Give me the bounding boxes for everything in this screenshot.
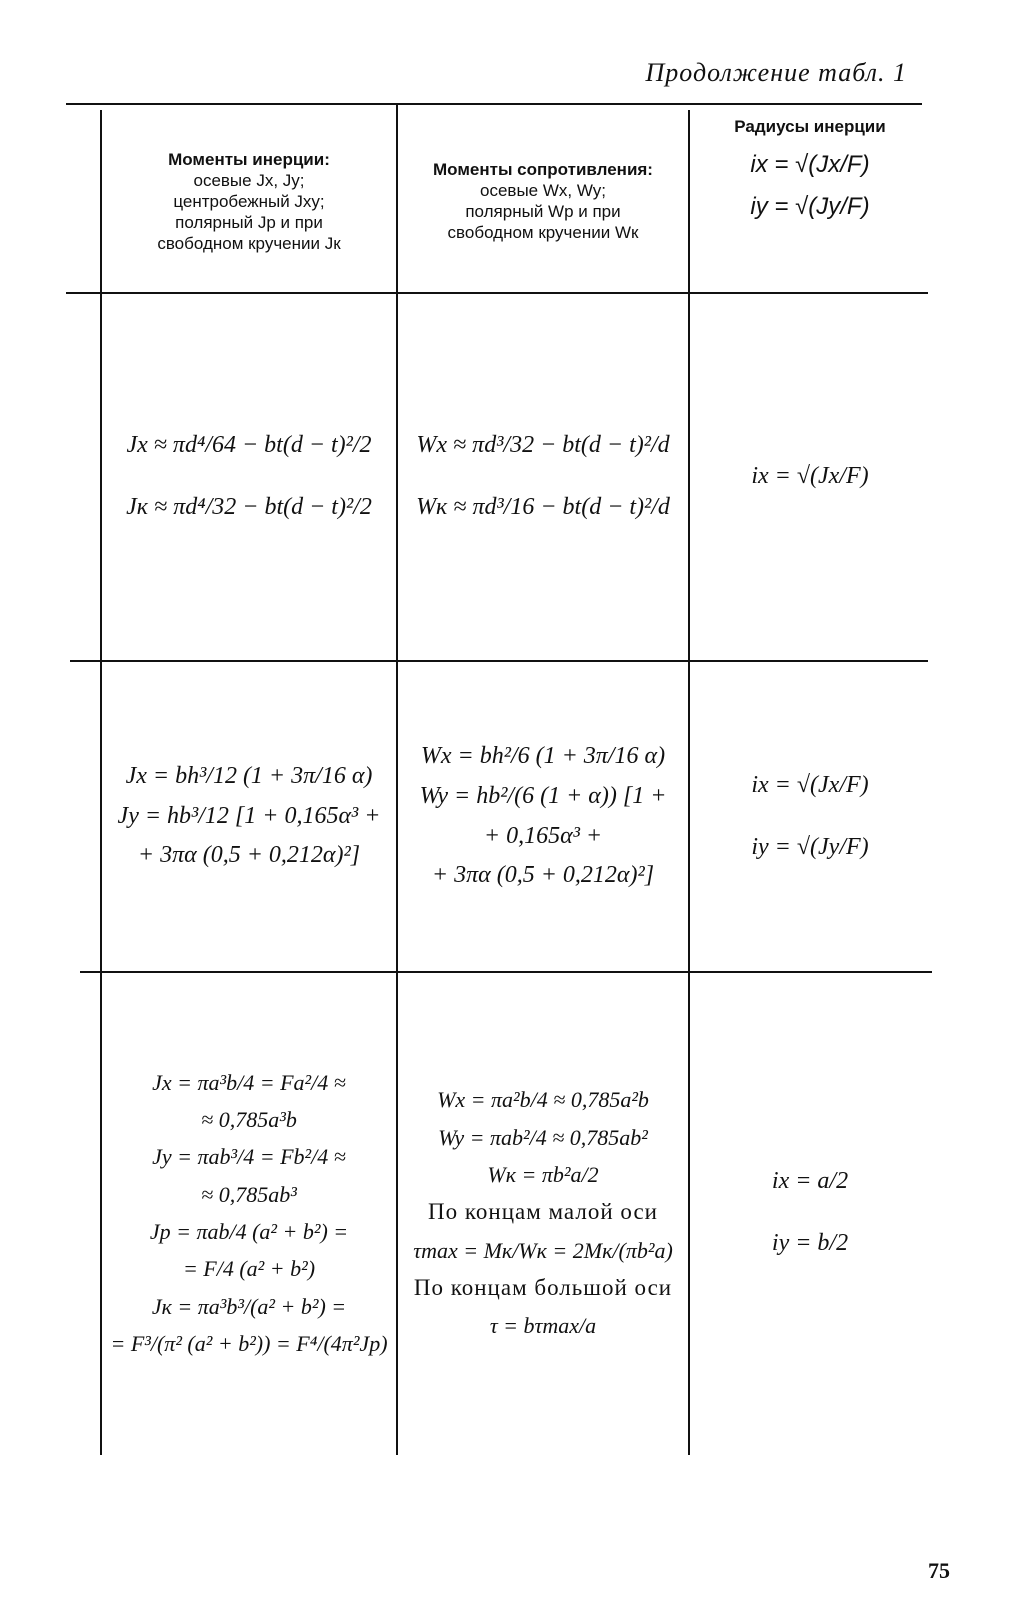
- note-minor-axis: По концам малой оси: [428, 1199, 658, 1225]
- header-col1-line: полярный Jp и при: [175, 212, 323, 232]
- formula: Wy = πab²/4 ≈ 0,785ab²: [438, 1124, 648, 1150]
- formula: Jx ≈ πd⁴/64 − bt(d − t)²/2: [126, 432, 372, 459]
- formula: iy = √(Jy/F): [751, 833, 869, 860]
- header-formula-ix: ix = √(Jx/F): [750, 151, 870, 178]
- header-col2-line: полярный Wp и при: [465, 202, 621, 221]
- header-col-section-moduli: [398, 110, 688, 292]
- formula: + 3πα (0,5 + 0,212α)²]: [137, 842, 361, 869]
- formula: + 0,165α³ +: [483, 822, 603, 849]
- formula: Jy = hb³/12 [1 + 0,165α³ +: [117, 802, 381, 829]
- formula: τ = bτmax/a: [489, 1313, 597, 1339]
- header-col3-title: Радиусы инерции: [734, 117, 886, 136]
- formula: τmax = Mк/Wк = 2Mк/(πb²a): [413, 1237, 673, 1263]
- formula: ≈ 0,785ab³: [201, 1181, 297, 1207]
- note-major-axis: По концам большой оси: [413, 1274, 673, 1300]
- header-col-moments-of-inertia: [102, 110, 396, 292]
- header-col2-title: Моменты сопротивления:: [433, 160, 653, 179]
- formula: Jp = πab/4 (a² + b²) =: [149, 1219, 349, 1244]
- row2-radii-of-gyration: [690, 662, 930, 971]
- formula: Wк = πb²a/2: [487, 1161, 599, 1187]
- formula: iy = b/2: [771, 1230, 849, 1256]
- row1-moments-of-inertia: [102, 294, 396, 660]
- header-col2-line: осевые Wx, Wy;: [480, 181, 606, 200]
- header-col1-title: Моменты инерции:: [168, 149, 330, 169]
- formula: ix = √(Jx/F): [751, 771, 869, 798]
- header-col-radii-of-gyration: [690, 110, 930, 292]
- formula: ≈ 0,785a³b: [201, 1107, 297, 1133]
- row2-section-moduli: [398, 662, 688, 971]
- header-formula-iy: iy = √(Jy/F): [750, 192, 870, 220]
- formula: + 3πα (0,5 + 0,212α)²]: [431, 862, 655, 889]
- row1-radii-of-gyration: [690, 294, 930, 660]
- formula: Jx = bh³/12 (1 + 3π/16 α): [125, 763, 373, 790]
- row3-section-moduli: [398, 973, 688, 1453]
- header-col1-line: центробежный Jxy;: [173, 191, 325, 211]
- formula: = F/4 (a² + b²): [182, 1256, 316, 1282]
- formula: Wx ≈ πd³/32 − bt(d − t)²/d: [416, 432, 670, 459]
- row1-section-moduli: [398, 294, 688, 660]
- row3-radii-of-gyration: [690, 973, 930, 1453]
- formula: Wк ≈ πd³/16 − bt(d − t)²/d: [416, 494, 670, 520]
- formula: = F³/(π² (a² + b²)) = F⁴/(4π²Jp): [110, 1330, 388, 1356]
- formula: Jx = πa³b/4 = Fa²/4 ≈: [152, 1069, 346, 1095]
- row3-moments-of-inertia: [102, 973, 396, 1453]
- formula: ix = √(Jx/F): [751, 463, 869, 490]
- table-top-rule: [66, 103, 922, 105]
- formula: Wy = hb²/(6 (1 + α)) [1 +: [419, 782, 667, 809]
- formula: Wx = bh²/6 (1 + 3π/16 α): [420, 743, 666, 770]
- page-number: 75: [928, 1558, 950, 1583]
- formula: ix = a/2: [771, 1168, 849, 1195]
- formula: Jк = πa³b³/(a² + b²) =: [151, 1293, 347, 1319]
- header-col1-line: осевые Jx, Jy;: [193, 170, 305, 190]
- header-col2-line: свободном кручении Wк: [447, 223, 639, 242]
- formula: Jк ≈ πd⁴/32 − bt(d − t)²/2: [126, 494, 372, 520]
- row2-moments-of-inertia: [102, 662, 396, 971]
- header-col1-line: свободном кручении Jк: [157, 233, 341, 253]
- formula: Wx = πa²b/4 ≈ 0,785a²b: [437, 1087, 649, 1113]
- formula: Jy = πab³/4 = Fb²/4 ≈: [152, 1144, 346, 1170]
- table-continuation-caption: Продолжение табл. 1: [645, 58, 907, 87]
